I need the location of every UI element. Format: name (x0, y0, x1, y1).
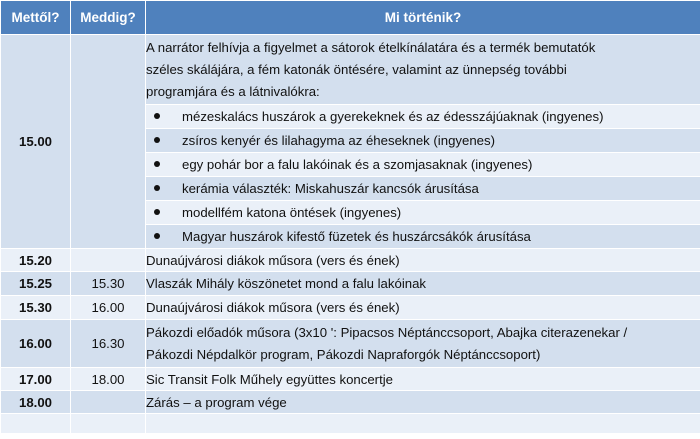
table-row (1, 249, 700, 272)
start-time-cell: 15.20 (1, 249, 71, 272)
event-line: Pákozdi előadók műsora (3x10 ': Pipacsos Néptánccsoport, Abajka citerazenekar / (146, 324, 628, 340)
event-intro-line: széles skálájára, a fém katonák öntésére, valamint az ünnepség további (146, 61, 567, 77)
event-intro-cell (146, 35, 700, 105)
start-time-cell: 16.00 (1, 320, 71, 368)
bullet-icon (154, 113, 160, 119)
start-time-cell (1, 414, 71, 434)
end-time-cell: 16.30 (71, 320, 146, 368)
event-intro-line: programjára és a látnivalókra: (146, 83, 320, 99)
table-row (1, 35, 700, 105)
header-to: Meddig? (71, 1, 146, 35)
start-time-cell: 18.00 (1, 391, 71, 414)
end-time-cell (71, 35, 146, 249)
list-item: mézeskalács huszárok a gyerekeknek és az édesszájúaknak (ingyenes) (146, 105, 700, 129)
bullet-icon (154, 161, 160, 167)
list-item: Magyar huszárok kifestő füzetek és huszárcsákók árusítása (146, 225, 700, 249)
end-time-cell: 15.30 (71, 272, 146, 296)
end-time-cell (71, 249, 146, 272)
bullet-icon (154, 185, 160, 191)
header-from: Mettől? (1, 1, 71, 35)
list-item: zsíros kenyér és lilahagyma az éheseknek (ingyenes) (146, 129, 700, 153)
table-row (1, 414, 700, 434)
event-cell: Dunaújvárosi diákok műsora (vers és ének) (146, 249, 700, 272)
end-time-cell (71, 391, 146, 414)
event-cell: Zárás – a program vége (146, 391, 700, 414)
event-cell: Dunaújvárosi diákok műsora (vers és ének) (146, 296, 700, 320)
table-row (1, 296, 700, 320)
header-row (1, 1, 700, 35)
list-item: egy pohár bor a falu lakóinak és a szomjasaknak (ingyenes) (146, 153, 700, 177)
end-time-cell: 16.00 (71, 296, 146, 320)
event-cell (146, 414, 700, 434)
table-row (1, 391, 700, 414)
start-time-cell: 15.25 (1, 272, 71, 296)
event-cell (146, 320, 700, 368)
bullet-icon (154, 233, 160, 239)
start-time-cell: 15.00 (1, 35, 71, 249)
bullet-icon (154, 137, 160, 143)
start-time-cell: 17.00 (1, 368, 71, 391)
list-item: kerámia választék: Miskahuszár kancsók árusítása (146, 177, 700, 201)
event-line: Pákozdi Népdalkör program, Pákozdi Napraforgók Néptánccsoport) (146, 346, 541, 362)
event-cell: Vlaszák Mihály köszönetet mond a falu lakóinak (146, 272, 700, 296)
list-item: modellfém katona öntések (ingyenes) (146, 201, 700, 225)
event-intro-line: A narrátor felhívja a figyelmet a sátorok ételkínálatára és a termék bemutatók (146, 39, 596, 55)
bullet-icon (154, 209, 160, 215)
event-cell: Sic Transit Folk Műhely együttes koncertje (146, 368, 700, 391)
end-time-cell: 18.00 (71, 368, 146, 391)
start-time-cell: 15.30 (1, 296, 71, 320)
table-row (1, 272, 700, 296)
header-what: Mi történik? (146, 1, 700, 35)
table-row (1, 368, 700, 391)
end-time-cell (71, 414, 146, 434)
table-row (1, 320, 700, 368)
